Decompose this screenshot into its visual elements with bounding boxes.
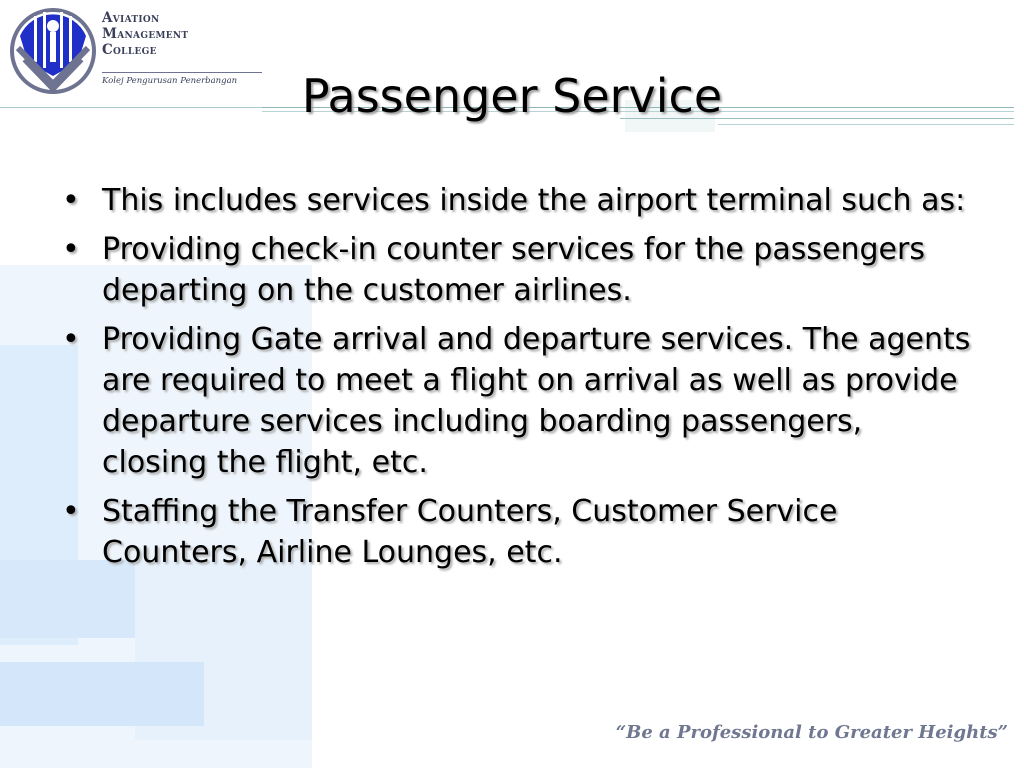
footer-slogan: “Be a Professional to Greater Heights”: [615, 722, 1008, 743]
bullet-marker: •: [62, 232, 80, 267]
bullet-item: [62, 319, 972, 483]
college-name-line: Management: [102, 26, 189, 42]
bullet-marker: •: [62, 494, 80, 529]
background-panel: [0, 662, 204, 726]
college-malay-name: Kolej Pengurusan Penerbangan: [102, 76, 238, 86]
bullet-item: [62, 229, 972, 311]
slide-title: Passenger Service: [301, 69, 723, 123]
bullet-text: This includes services inside the airport terminal such as:: [102, 183, 966, 218]
college-name-line: College: [102, 42, 157, 58]
college-name-line: Aviation: [102, 10, 160, 26]
bullet-marker: •: [62, 183, 80, 218]
bullet-marker: •: [62, 322, 80, 357]
bullet-list: [62, 180, 972, 581]
bullet-item: [62, 180, 972, 221]
bullet-item: [62, 491, 972, 573]
bullet-text: Providing check-in counter services for the passengers departing on the customer airlines.: [102, 232, 925, 308]
bullet-text: Staffing the Transfer Counters, Customer Service Counters, Airline Lounges, etc.: [102, 494, 838, 570]
bullet-text: Providing Gate arrival and departure services. The agents are required to meet a flight on arrival as well as provide departure services including boarding passengers, closing the flight, etc.: [102, 322, 971, 480]
college-name: [102, 10, 188, 58]
